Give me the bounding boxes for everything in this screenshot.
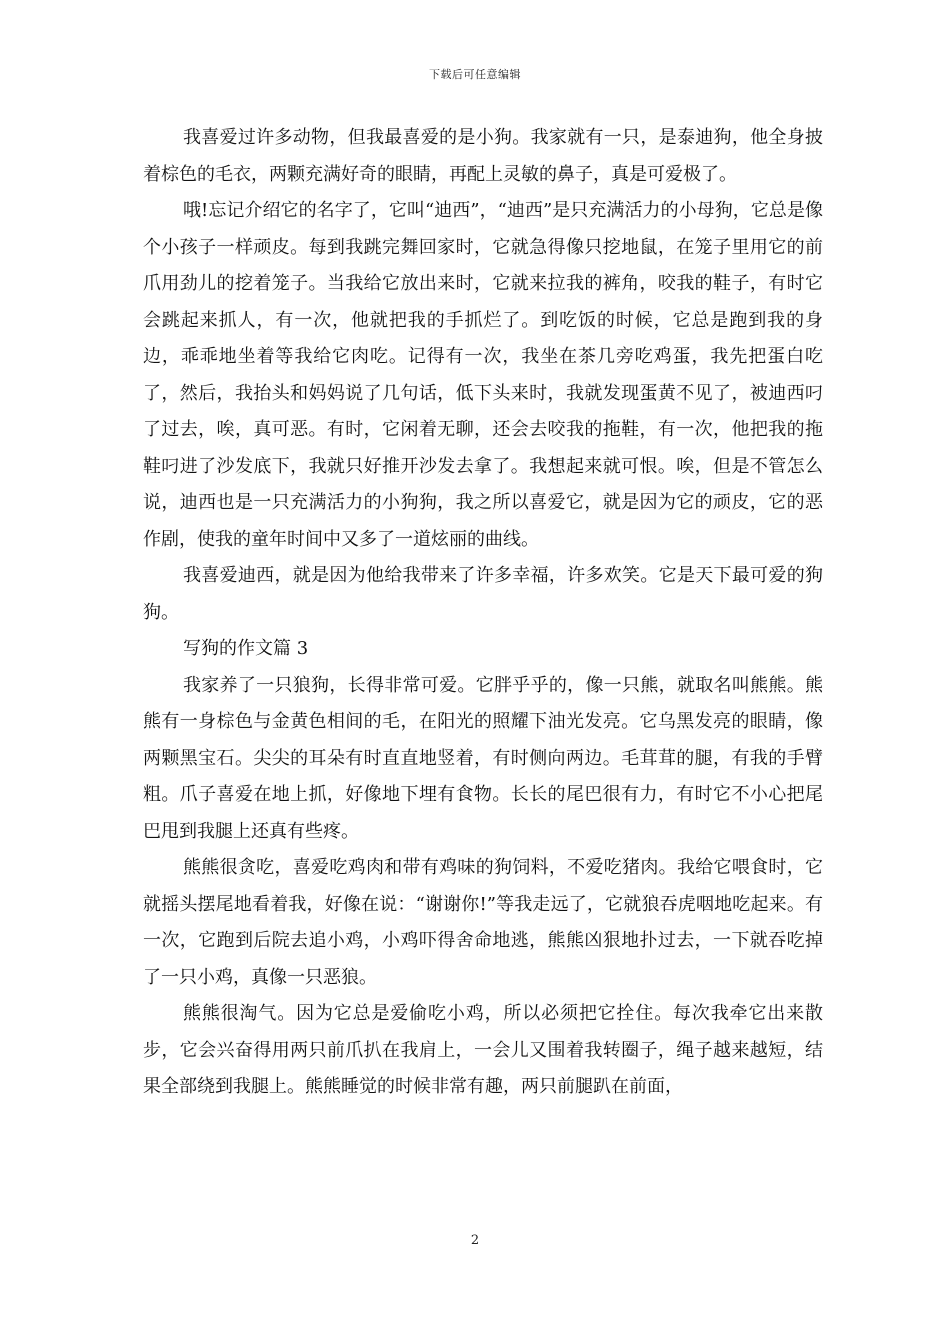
paragraph: 哦!忘记介绍它的名字了，它叫“迪西”，“迪西”是只充满活力的小母狗，它总是像个小孩子一样顽皮。每到我跳完舞回家时，它就急得像只挖地鼠，在笼子里用它的前爪用劲儿的挖着笼子。当我给它放出来时，它就来拉我的裤角，咬我的鞋子，有时它会跳起来抓人，有一次，他就把我的手抓烂了。到吃饭的时候，它总是跑到我的身边，乖乖地坐着等我给它肉吃。记得有一次，我坐在茶几旁吃鸡蛋，我先把蛋白吃了，然后，我抬头和妈妈说了几句话，低下头来时，我就发现蛋黄不见了，被迪西叼了过去，唉，真可恶。有时，它闲着无聊，还会去咬我的拖鞋，有一次，他把我的拖鞋叼进了沙发底下，我就只好推开沙发去拿了。我想起来就可恨。唉，但是不管怎么说，迪西也是一只充满活力的小狗狗，我之所以喜爱它，就是因为它的顽皮，它的恶作剧，使我的童年时间中又多了一道炫丽的曲线。 <box>143 200 823 550</box>
paragraph: 熊熊很贪吃，喜爱吃鸡肉和带有鸡味的狗饲料，不爱吃猪肉。我给它喂食时，它就摇头摆尾地看着我，好像在说：“谢谢你!”等我走远了，它就狼吞虎咽地吃起来。有一次，它跑到后院去追小鸡，小鸡吓得舍命地逃，熊熊凶狠地扑过去，一下就吞吃掉了一只小鸡，真像一只恶狼。 <box>143 857 823 988</box>
section-heading: 写狗的作文篇 3 <box>183 638 309 659</box>
paragraph: 熊熊很淘气。因为它总是爱偷吃小鸡，所以必须把它拴住。每次我牵它出来散步，它会兴奋得用两只前爪扒在我肩上，一会儿又围着我转圈子，绳子越来越短，结果全部绕到我腿上。熊熊睡觉的时候非常有趣，两只前腿趴在前面， <box>143 1003 823 1097</box>
paragraph: 我喜爱过许多动物，但我最喜爱的是小狗。我家就有一只，是泰迪狗，他全身披着棕色的毛衣，两颗充满好奇的眼睛，再配上灵敏的鼻子，真是可爱极了。 <box>143 127 823 185</box>
paragraph: 我家养了一只狼狗，长得非常可爱。它胖乎乎的，像一只熊，就取名叫熊熊。熊熊有一身棕色与金黄色相间的毛，在阳光的照耀下油光发亮。它乌黑发亮的眼睛，像两颗黑宝石。尖尖的耳朵有时直直地竖着，有时侧向两边。毛茸茸的腿，有我的手臂粗。爪子喜爱在地上抓，好像地下埋有食物。长长的尾巴很有力，有时它不小心把尾巴甩到我腿上还真有些疼。 <box>143 674 823 842</box>
page-number: 2 <box>470 1233 480 1248</box>
page-header: 下载后可任意编辑 <box>429 68 521 81</box>
paragraph: 我喜爱迪西，就是因为他给我带来了许多幸福，许多欢笑。它是天下最可爱的狗狗。 <box>143 565 823 623</box>
document-body <box>143 120 823 1106</box>
